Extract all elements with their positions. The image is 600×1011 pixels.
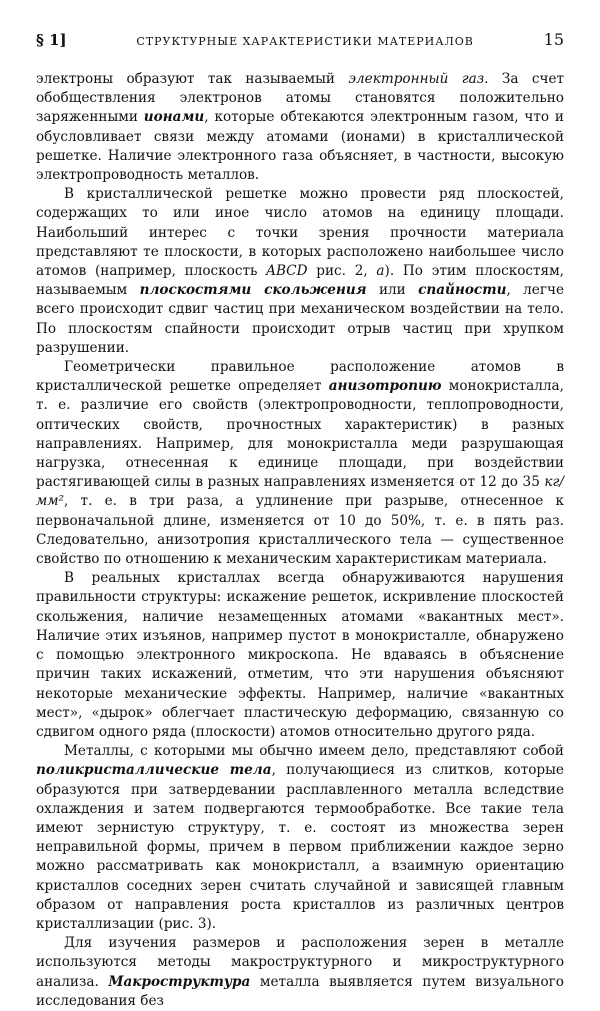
text-run: или <box>366 282 419 299</box>
emphasized-term: спайности <box>418 282 507 299</box>
paragraph <box>36 358 564 569</box>
emphasized-term: ABCD <box>266 263 308 280</box>
text-run: . За счет обобществления электронов атомы становятся положительно заряженными <box>36 71 565 126</box>
running-title: СТРУКТУРНЫЕ ХАРАКТЕРИСТИКИ МАТЕРИАЛОВ <box>136 35 474 48</box>
section-marker: § 1] <box>36 31 67 49</box>
emphasized-term: анизотропию <box>328 378 442 395</box>
emphasized-term: кг/мм² <box>36 474 564 510</box>
paragraph <box>36 934 564 1011</box>
text-run: рис. 2, <box>307 263 377 280</box>
emphasized-term: плоскостями скольжения <box>139 282 367 299</box>
paragraph <box>36 185 564 358</box>
text-run: Для изучения размеров и расположения зерен в металле используются методы макроструктурного и микроструктурного анализа. <box>36 935 564 990</box>
running-header <box>36 30 564 60</box>
paragraph <box>36 569 564 742</box>
emphasized-term: поликристаллические тела <box>36 762 272 779</box>
emphasized-term: а <box>376 263 385 280</box>
text-run: ). По этим плоскостям, называемым <box>36 263 564 299</box>
emphasized-term: ионами <box>143 109 205 126</box>
text-run: электроны образуют так называемый <box>36 71 349 87</box>
text-run: монокристалла, т. е. различие его свойств (электропроводности, теплопроводности, оптических свойств, прочностных характеристик) в разных направлениях. Например, для монокристалла меди разрушающая нагрузка, отнесенная к единице площади, при воздействии растягивающей силы в разных направлениях изменяется от 12 до 35 <box>36 378 564 491</box>
text-run: В кристаллической решетке можно провести ряд плоскостей, содержащих то или иное число атомов на единицу площади. Наибольший интерес с точки зрения прочности материала представляют те плоскости, в которых расположено наибольшее число атомов (например, плоскость <box>36 186 564 280</box>
text-run: Металлы, с которыми мы обычно имеем дело, представляют собой <box>64 743 564 760</box>
text-run: металла выявляется путем визуального исследования без <box>36 973 564 1009</box>
paragraph <box>36 70 564 185</box>
emphasized-term: электронный газ <box>348 71 485 87</box>
text-run: , которые обтекаются электронным газом, что и обусловливает связи между атомами (ионами) в кристаллической решетке. Наличие электронного газа объясняет, в частности, высокую электропроводность металлов. <box>36 109 564 184</box>
text-run: , получающиеся из слитков, которые образуются при затвердевании расплавленного металла вследствие охлаждения и затем подвергаются термообработке. Все такие тела имеют зернистую структуру, т. е. состоят из множества зерен неправильной формы, причем в первом приближении каждое зерно можно рассматривать как монокристалл, а взаимную ориентацию кристаллов соседних зерен считать случайной и зависящей главным образом от направления роста кристаллов из различных центров кристаллизации (рис. 3). <box>36 762 564 932</box>
emphasized-term: Макроструктура <box>108 973 251 990</box>
page-number: 15 <box>543 30 564 49</box>
paragraph <box>36 742 564 934</box>
text-run: , т. е. в три раза, а удлинение при разрыве, отнесенное к первоначальной длине, изменяется от 10 до 50%, т. е. в пять раз. Следовательно, анизотропия кристаллического тела — существенное свойство по отношению к механическим характеристикам материала. <box>36 493 564 568</box>
page-body <box>36 70 564 1011</box>
text-run: , легче всего происходит сдвиг частиц при механическом воздействии на тело. По плоскостям спайности происходит отрыв частиц при хрупком разрушении. <box>36 282 565 356</box>
text-run: В реальных кристаллах всегда обнаруживаются нарушения правильности структуры: искажение решеток, искривление плоскостей скольжения, наличие незамещенных атомами «вакантных мест». Наличие этих изъянов, например пустот в монокристалле, обнаружено с помощью электронного микроскопа. Не вдаваясь в объяснение причин таких искажений, отметим, что эти нарушения объясняют некоторые механические эффекты. Например, наличие «вакантных мест», «дырок» облегчает пластическую деформацию, связанную со сдвигом одного ряда (плоскости) атомов относительно другого ряда. <box>36 570 564 740</box>
text-run: Геометрически правильное расположение атомов в кристаллической решетке определяет <box>36 359 564 395</box>
